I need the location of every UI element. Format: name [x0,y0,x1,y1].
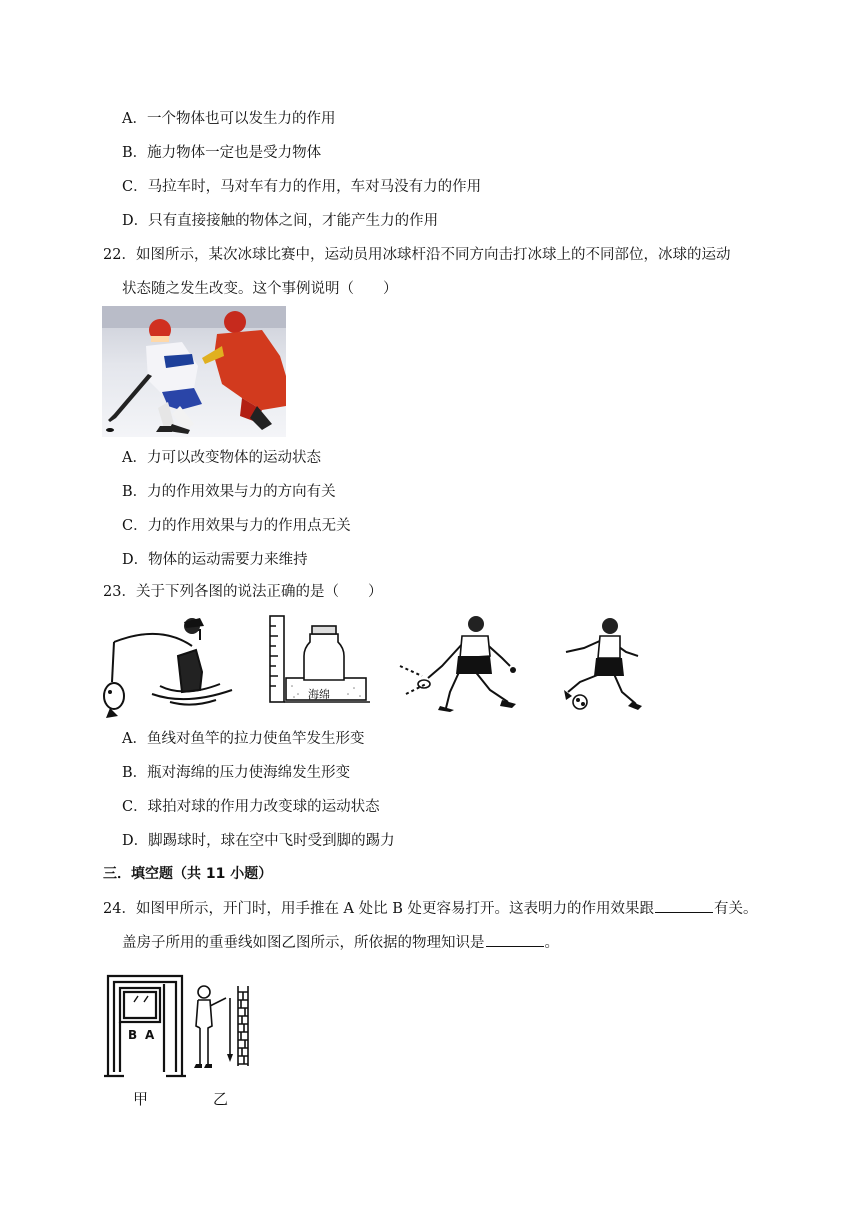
q23-option-b: B．瓶对海绵的压力使海绵发生形变 [122,765,351,781]
section-title: 三．填空题（共 11 小题） [103,866,273,882]
q22-stem-line1: 22．如图所示，某次冰球比赛中，运动员用冰球杆沿不同方向击打冰球上的不同部位，冰球的运动 [103,247,731,263]
q24-line2-end: 。 [544,935,559,951]
door-label-b: B [128,1028,138,1042]
fishing-figure [100,612,240,722]
q24-line2 [122,932,559,953]
plumb-line-figure [192,984,252,1070]
q22-option-c: C．力的作用效果与力的作用点无关 [122,518,351,534]
q21-option-b: B．施力物体一定也是受力物体 [122,145,322,161]
q21-option-c: C．马拉车时，马对车有力的作用，车对马没有力的作用 [122,179,482,195]
sponge-label: 海绵 [308,688,330,701]
q23-option-d: D．脚踢球时，球在空中飞时受到脚的踢力 [122,833,395,849]
caption-yi: 乙 [213,1090,229,1108]
q23-option-a: A．鱼线对鱼竿的拉力使鱼竿发生形变 [122,731,365,747]
q23-option-c: C．球拍对球的作用力改变球的运动状态 [122,799,380,815]
q21-option-a: A．一个物体也可以发生力的作用 [122,111,336,127]
hockey-photo [102,306,286,437]
q22-stem-line2: 状态随之发生改变。这个事例说明（ ） [122,281,398,297]
caption-jia: 甲 [133,1090,149,1108]
q22-option-b: B．力的作用效果与力的方向有关 [122,484,336,500]
q23-stem: 23．关于下列各图的说法正确的是（ ） [103,584,383,600]
door-figure [104,972,186,1080]
q24-line1-text: 24．如图甲所示，开门时，用手推在 A 处比 B 处更容易打开。这表明力的作用效果跟 [103,901,655,917]
badminton-figure [398,612,524,714]
q22-option-a: A．力可以改变物体的运动状态 [122,450,321,466]
q24-line1-end: 有关。 [714,901,758,917]
door-label-a: A [145,1028,155,1042]
q24-blank-2[interactable] [486,932,544,947]
q22-option-d: D．物体的运动需要力来维持 [122,552,308,568]
q24-line2-text: 盖房子所用的重垂线如图乙图所示，所依据的物理知识是 [122,935,485,951]
q24-blank-1[interactable] [655,898,713,913]
football-figure [554,612,646,712]
q24-line1 [103,898,758,919]
q21-option-d: D．只有直接接触的物体之间，才能产生力的作用 [122,213,439,229]
